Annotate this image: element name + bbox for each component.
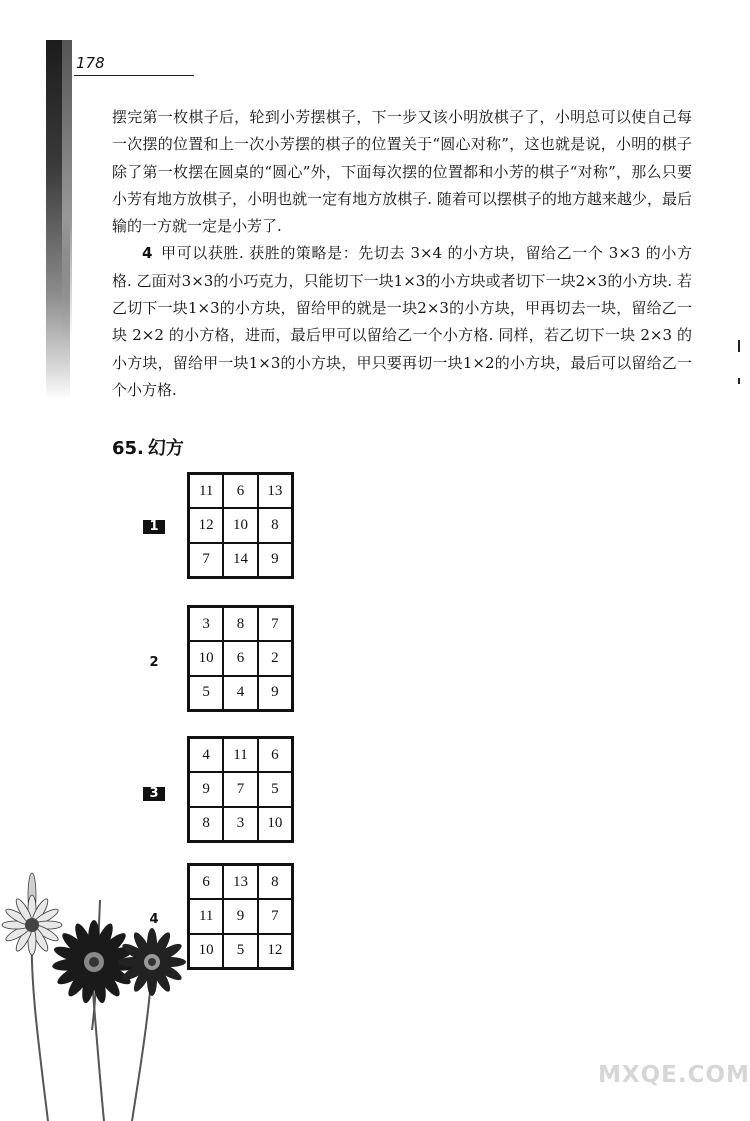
flower-illustration xyxy=(0,870,260,1121)
grid-cell: 9 xyxy=(223,899,257,933)
grid-cell: 8 xyxy=(223,607,257,641)
header-rule xyxy=(74,75,194,76)
margin-mark xyxy=(738,340,740,352)
grid-cell: 6 xyxy=(189,865,223,899)
grid-cell: 7 xyxy=(223,772,257,806)
grid-cell: 12 xyxy=(258,934,292,968)
grid-cell: 7 xyxy=(258,899,292,933)
puzzle-label-3: 3 xyxy=(143,787,165,801)
decorative-side-band-inner xyxy=(62,40,72,340)
body-text xyxy=(112,104,692,404)
grid-cell: 10 xyxy=(189,934,223,968)
grid-cell: 12 xyxy=(189,508,223,542)
puzzle-label-1: 1 xyxy=(143,520,165,534)
section-title: 幻方 xyxy=(147,438,184,459)
grid-cell: 10 xyxy=(189,641,223,675)
grid-cell: 2 xyxy=(258,641,292,675)
grid-cell: 11 xyxy=(223,738,257,772)
magic-square-1 xyxy=(187,472,294,579)
section-number: 65. xyxy=(112,438,144,459)
grid-cell: 8 xyxy=(258,865,292,899)
puzzle-label-4: 4 xyxy=(149,912,159,927)
answer-text: 甲可以获胜. 获胜的策略是：先切去 3×4 的小方块，留给乙一个 3×3 的小方格. 乙面对3×3的小巧克力，只能切下一块1×3的小方块或者切下一块2×3的小方块. 若乙切下一块1×3的小方块，留给甲的就是一块2×3的小方块，甲再切去一块，留给乙一块 2×2 的小方格，进而，最后甲可以留给乙一个小方格. 同样，若乙切下一块 2×3 的小方块，留给甲一块1×3的小方块，甲只要再切一块1×2的小方块，最后可以留给乙一个小方格. xyxy=(112,244,692,399)
paragraph-answer-4 xyxy=(112,240,692,404)
grid-cell: 6 xyxy=(223,641,257,675)
grid-cell: 6 xyxy=(223,474,257,508)
magic-square-3 xyxy=(187,736,294,843)
grid-cell: 5 xyxy=(189,676,223,710)
grid-cell: 13 xyxy=(258,474,292,508)
grid-cell: 7 xyxy=(258,607,292,641)
magic-square-2 xyxy=(187,605,294,712)
grid-cell: 13 xyxy=(223,865,257,899)
grid-cell: 5 xyxy=(223,934,257,968)
grid-cell: 8 xyxy=(189,807,223,841)
margin-mark xyxy=(738,378,740,384)
grid-cell: 9 xyxy=(258,543,292,577)
grid-cell: 10 xyxy=(258,807,292,841)
puzzle-label-2: 2 xyxy=(149,655,159,670)
grid-cell: 14 xyxy=(223,543,257,577)
grid-cell: 4 xyxy=(223,676,257,710)
grid-cell: 3 xyxy=(223,807,257,841)
grid-cell: 9 xyxy=(189,772,223,806)
grid-cell: 11 xyxy=(189,474,223,508)
grid-cell: 9 xyxy=(258,676,292,710)
section-heading xyxy=(112,434,184,460)
grid-cell: 3 xyxy=(189,607,223,641)
paragraph-1: 摆完第一枚棋子后，轮到小芳摆棋子，下一步又该小明放棋子了，小明总可以使自己每一次摆的位置和上一次小芳摆的棋子的位置关于“圆心对称”，这也就是说，小明的棋子除了第一枚摆在圆桌的“圆心”外，下面每次摆的位置都和小芳的棋子“对称”，那么只要小芳有地方放棋子，小明也就一定有地方放棋子. 随着可以摆棋子的地方越来越少，最后输的一方就一定是小芳了. xyxy=(112,108,692,236)
grid-cell: 8 xyxy=(258,508,292,542)
grid-cell: 4 xyxy=(189,738,223,772)
answer-number: 4 xyxy=(142,244,153,263)
grid-cell: 10 xyxy=(223,508,257,542)
grid-cell: 6 xyxy=(258,738,292,772)
watermark: MXQE.COM xyxy=(598,1062,750,1088)
grid-cell: 7 xyxy=(189,543,223,577)
grid-cell: 11 xyxy=(189,899,223,933)
grid-cell: 5 xyxy=(258,772,292,806)
page-number: 178 xyxy=(76,54,105,72)
